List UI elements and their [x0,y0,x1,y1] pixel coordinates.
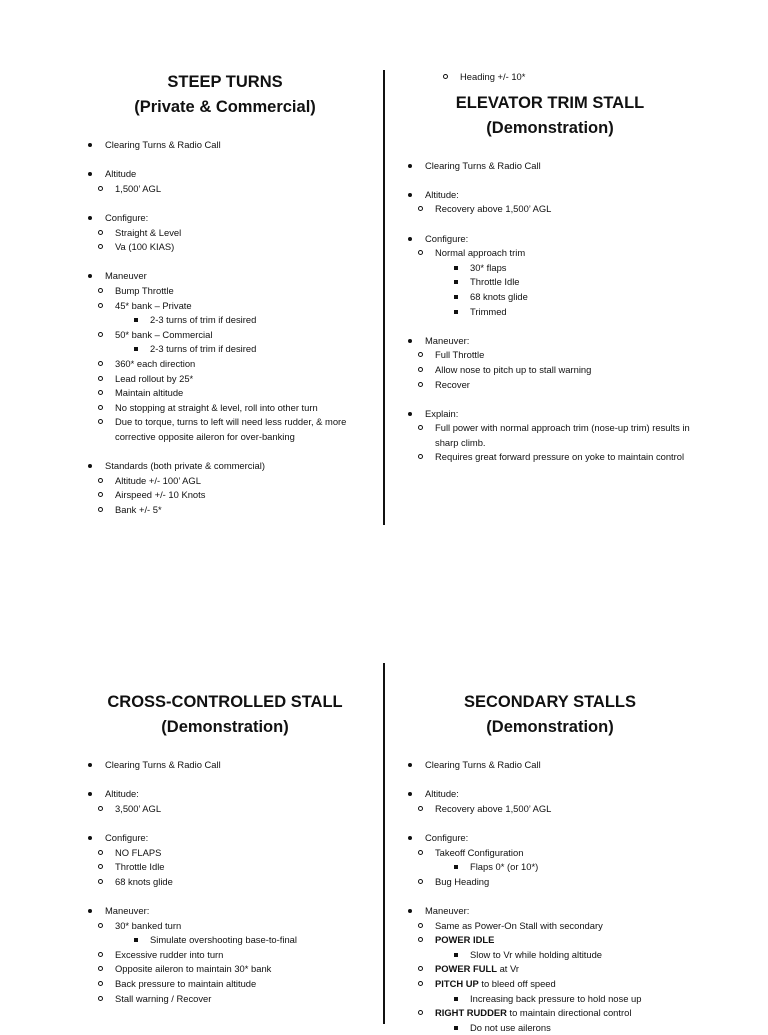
item-label: No stopping at straight & level, roll into other turn [115,401,318,413]
sub-sub-list-item [400,992,700,1007]
sub-list [105,919,370,1007]
sub-list-item [80,182,370,197]
item-label: Due to torque, turns to left will need less rudder, & more corrective opposite aileron for over-banking [115,416,347,442]
sub-list [105,846,370,890]
title-line-2: (Demonstration) [486,718,614,736]
sub-sub-list-item [80,342,370,357]
item-label: Increasing back pressure to hold nose up [470,992,642,1004]
carryover-item: Heading +/- 10* [400,70,700,85]
item-label: Altitude [105,168,137,180]
sub-list-item [80,962,370,977]
list-item [400,407,700,465]
list-item [80,459,370,517]
sub-list-item [400,933,700,962]
sub-list [115,933,370,948]
item-label: 30* banked turn [115,919,182,931]
emphasis-text: PITCH UP [435,977,479,989]
sub-list [435,948,700,963]
sub-list-item [80,488,370,503]
sub-list-item [80,240,370,255]
item-label: Slow to Vr while holding altitude [470,948,603,960]
checklist [80,758,370,1006]
item-label: Opposite aileron to maintain 30* bank [115,963,272,975]
item-label: Configure: [105,831,149,843]
sub-sub-list-item [400,275,700,290]
sub-list-item [80,386,370,401]
list-item [400,831,700,889]
sub-list [115,342,370,357]
title-line-1: CROSS-CONTROLLED STALL [107,693,343,711]
sub-list-item [400,802,700,817]
item-label: 30* flaps [470,261,507,273]
sub-list-item [80,284,370,299]
item-label: Airspeed +/- 10 Knots [115,489,206,501]
sub-list-item [80,860,370,875]
sub-list-item [400,962,700,977]
list-item [400,159,700,174]
sub-list-item [80,415,370,444]
item-label: NO FLAPS [115,846,162,858]
sub-list-item [80,948,370,963]
list-item [400,787,700,816]
title-line-1: ELEVATOR TRIM STALL [455,93,645,112]
item-label: 1,500’ AGL [115,182,162,194]
item-label: 2-3 turns of trim if desired [150,343,257,355]
item-label: Back pressure to maintain altitude [115,977,257,989]
item-label: Excessive rudder into turn [115,948,224,960]
item-label: Trimmed [470,305,507,317]
sub-list [105,802,370,817]
item-label: Recover [435,378,470,390]
sub-list [425,421,700,465]
sub-list [425,802,700,817]
sub-sub-list-item [80,933,370,948]
card-elevator-trim-stall [400,70,700,465]
sub-list-item [400,246,700,319]
item-label: Full Throttle [435,349,485,361]
title-line-1: STEEP TURNS [167,73,283,91]
sub-list-item [80,802,370,817]
sub-list-item [80,919,370,948]
title-line-2: (Private & Commercial) [134,98,316,116]
sub-sub-list-item [400,290,700,305]
sub-list-item [80,299,370,328]
item-label: 2-3 turns of trim if desired [150,314,257,326]
sub-list-item [80,503,370,518]
item-label: Maintain altitude [115,387,184,399]
title-line-2: (Demonstration) [486,118,614,137]
sub-list [435,261,700,319]
item-label: Clearing Turns & Radio Call [425,159,541,171]
item-label: 45* bank – Private [115,299,192,311]
item-label: at Vr [496,963,520,975]
item-label: Same as Power-On Stall with secondary [435,919,603,931]
sub-list [435,1021,700,1035]
list-item [400,904,700,1035]
item-label: Clearing Turns & Radio Call [105,759,221,770]
sub-list [105,182,370,197]
card-secondary-stalls [400,690,700,1035]
item-label: to maintain directional control [506,1007,632,1019]
item-label: Maneuver: [105,904,150,916]
sub-list-item [400,378,700,393]
sub-list-item [80,328,370,357]
item-label: Simulate overshooting base-to-final [150,934,297,946]
sub-list [115,313,370,328]
checklist [80,138,370,517]
item-label: Flaps 0* (or 10*) [470,861,539,873]
sub-list-item [400,875,700,890]
item-label: Stall warning / Recover [115,992,212,1004]
list-item [400,188,700,217]
sub-list-item [80,992,370,1007]
list-item [80,758,370,773]
item-label: Recovery above 1,500’ AGL [435,203,552,215]
title-line-2: (Demonstration) [161,718,289,736]
sub-sub-list-item [400,948,700,963]
sub-list [425,348,700,392]
item-label: Takeoff Configuration [435,846,524,858]
sub-list-item [80,875,370,890]
list-item [80,787,370,816]
item-label: 50* bank – Commercial [115,328,213,340]
column-divider-top [383,70,385,525]
sub-list-item [80,474,370,489]
item-label: Configure: [425,831,469,843]
sub-sub-list-item [400,860,700,875]
item-label: 3,500’ AGL [115,802,162,814]
sub-list-item [400,846,700,875]
item-label: Straight & Level [115,226,182,238]
sub-list-item [80,846,370,861]
sub-list [425,919,700,1035]
checklist [400,159,700,465]
item-label: Do not use ailerons [470,1021,551,1033]
sub-list [425,202,700,217]
item-label: Bump Throttle [115,284,174,296]
sub-list [105,226,370,255]
item-label: Requires great forward pressure on yoke to maintain control [435,451,685,463]
sub-list [105,284,370,445]
card-title [400,690,700,740]
list-item [80,167,370,196]
sub-list-item [400,202,700,217]
sub-list-item [80,226,370,241]
item-label: Allow nose to pitch up to stall warning [435,363,592,375]
sub-list [435,860,700,875]
sub-sub-list-item [400,1021,700,1035]
sub-list-item [80,977,370,992]
card-cross-controlled-stall [80,690,370,1006]
sub-list-item [400,450,700,465]
item-label: Full power with normal approach trim (nose-up trim) results in sharp climb. [435,422,690,448]
item-label: Configure: [425,232,469,244]
card-title [400,91,700,141]
card-title [80,690,370,740]
list-item [80,211,370,255]
list-item [400,334,700,392]
sub-sub-list-item [400,305,700,320]
sub-list-item [80,357,370,372]
card-steep-turns [80,70,370,517]
item-label: Maneuver: [425,334,470,346]
sub-list-item [400,363,700,378]
item-label: Standards (both private & commercial) [105,460,265,472]
item-label: Altitude: [105,788,139,800]
item-label: Clearing Turns & Radio Call [425,759,541,770]
list-item [80,831,370,889]
item-label: Clearing Turns & Radio Call [105,139,221,150]
sub-list [425,846,700,890]
emphasis-text: RIGHT RUDDER [435,1007,507,1019]
list-item [400,758,700,773]
list-item [80,269,370,444]
sub-list-item [80,401,370,416]
card-title [80,70,370,120]
sub-list-item [400,919,700,934]
item-label: 68 knots glide [470,290,528,302]
sub-list-item [400,348,700,363]
item-label: Maneuver: [425,904,470,916]
item-label: Lead rollout by 25* [115,372,194,384]
sub-list-item [400,421,700,450]
sub-list [105,474,370,518]
item-label: Throttle Idle [115,861,165,873]
sub-sub-list-item [400,261,700,276]
item-label: Normal approach trim [435,247,526,259]
column-divider-bottom [383,663,385,1024]
list-item [80,904,370,1006]
item-label: 360* each direction [115,357,196,369]
item-label: Altitude +/- 100’ AGL [115,474,201,486]
item-label: Bank +/- 5* [115,503,162,515]
emphasis-text: POWER FULL [435,963,497,975]
item-label: Configure: [105,211,149,223]
item-label: 68 knots glide [115,875,173,887]
list-item [80,138,370,153]
sub-list-item [80,372,370,387]
item-label: to bleed off speed [478,977,556,989]
title-line-1: SECONDARY STALLS [463,693,637,711]
checklist [400,758,700,1035]
item-label: Recovery above 1,500’ AGL [435,802,552,814]
item-label: Throttle Idle [470,276,520,288]
item-label: Explain: [425,407,459,419]
sub-list [425,246,700,319]
sub-list-item [400,977,700,1006]
item-label: Bug Heading [435,875,490,887]
sub-list-item [400,1006,700,1035]
item-label: Altitude: [425,788,459,800]
item-label: Maneuver [105,270,147,282]
emphasis-text: POWER IDLE [435,934,495,946]
item-label: Altitude: [425,188,459,200]
list-item [400,232,700,320]
sub-list [435,992,700,1007]
sub-sub-list-item [80,313,370,328]
item-label: Va (100 KIAS) [115,241,175,253]
